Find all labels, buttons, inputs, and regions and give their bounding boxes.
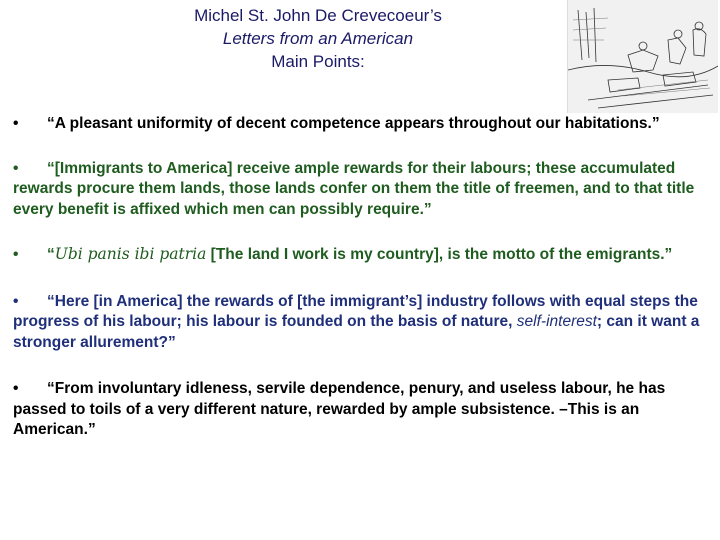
engraving-figures-image xyxy=(567,0,718,113)
title-author: Michel St. John De Crevecoeur’s xyxy=(194,6,442,25)
slide-title xyxy=(88,4,548,73)
bullet-quote-open: “ xyxy=(47,246,55,263)
bullet-marker: • xyxy=(13,159,19,177)
bullet-item xyxy=(13,379,703,441)
bullet-text: “A pleasant uniformity of decent competence appears throughout our habitations.” xyxy=(47,115,660,132)
bullet-text: “From involuntary idleness, servile dependence, penury, and useless labour, he has passed to toils of a very different nature, rewarded by ample subsistence. –This is an American.” xyxy=(13,380,666,438)
bullet-text-continued: ; can it want a stronger allurement?” xyxy=(13,313,700,351)
bullet-marker: • xyxy=(13,246,19,263)
bullet-latin-motto: Ubi panis ibi patria xyxy=(54,245,207,263)
bullet-item xyxy=(13,159,703,221)
bullet-marker: • xyxy=(13,380,19,397)
bullet-marker: • xyxy=(13,292,19,310)
bullet-text: “[Immigrants to America] receive ample rewards for their labours; these accumulated rewards procure them lands, those lands confer on them the title of freemen, and to that title every benefit is affixed which men can possibly require.” xyxy=(13,159,695,218)
bullet-text: “Here [in America] the rewards of [the immigrant’s] industry follows with equal steps the progress of his labour; his labour is founded on the basis of nature, xyxy=(13,292,698,330)
bullet-item xyxy=(13,114,703,135)
engraving-drawing xyxy=(568,0,718,113)
bullet-text: [The land I work is my country], is the motto of the emigrants.” xyxy=(206,246,673,263)
title-subtitle: Main Points: xyxy=(271,52,365,71)
bullet-item xyxy=(13,292,703,354)
bullet-emphasis: self-interest xyxy=(516,313,597,330)
bullet-list xyxy=(13,114,703,463)
title-work: Letters from an American xyxy=(222,29,414,48)
bullet-marker: • xyxy=(13,115,19,132)
bullet-item xyxy=(13,244,703,266)
